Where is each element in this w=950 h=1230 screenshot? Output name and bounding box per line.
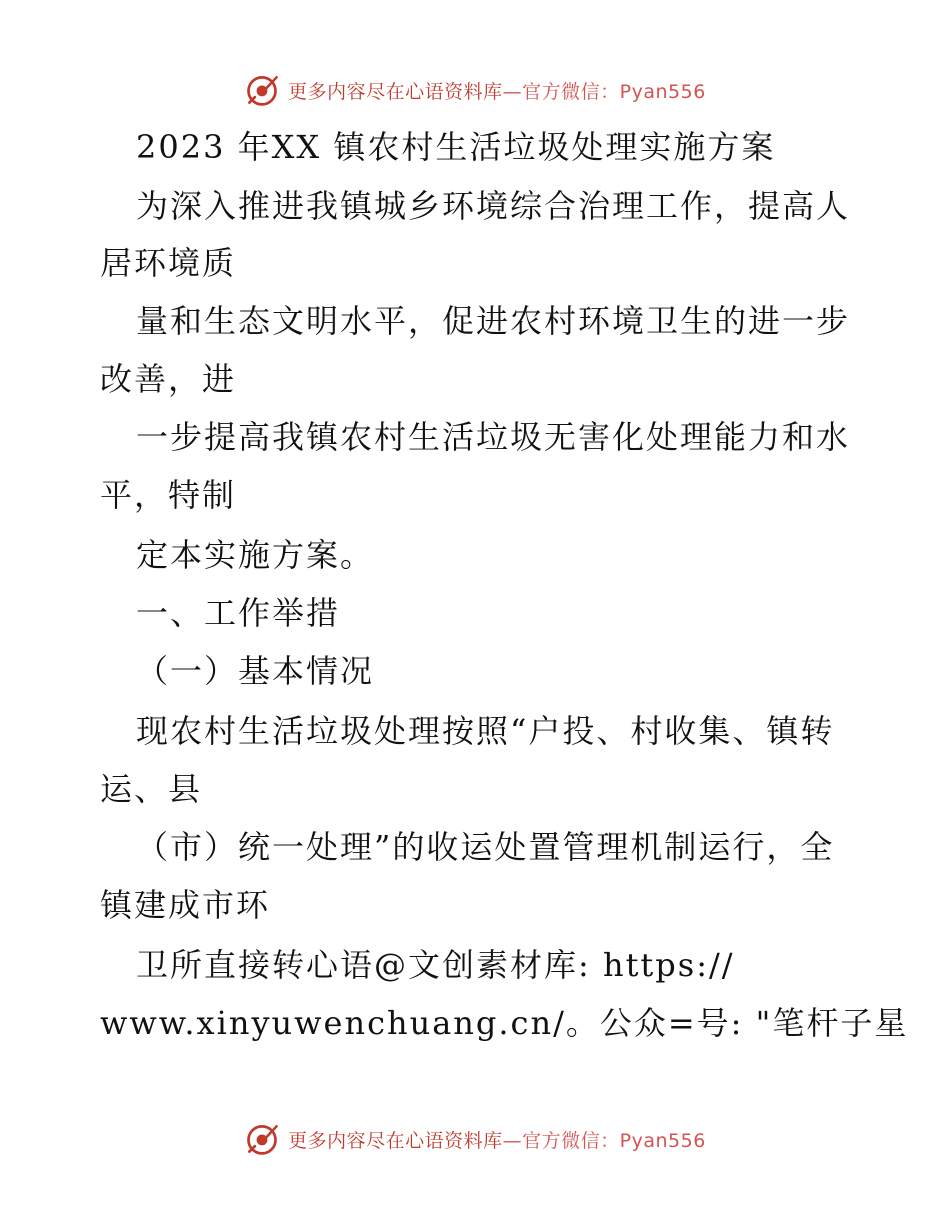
- document-title: 2023 年XX 镇农村生活垃圾处理实施方案: [136, 128, 776, 166]
- paragraph-line: 改善，进: [100, 360, 237, 398]
- quill-seal-icon: [244, 1121, 280, 1157]
- paragraph-line: 运、县: [100, 770, 203, 808]
- watermark-site-name: 更多内容尽在心语资料库: [288, 80, 503, 103]
- section-heading: 一、工作举措: [136, 594, 341, 632]
- paragraph-line: 镇建成市环: [100, 886, 271, 924]
- footer-watermark: [0, 1117, 950, 1161]
- paragraph-line: 现农村生活垃圾处理按照“户投、村收集、镇转: [136, 712, 835, 750]
- paragraph-line: 定本实施方案。: [136, 536, 375, 574]
- paragraph-line: www.xinyuwenchuang.cn/。公众=号: "笔杆子星: [100, 1004, 909, 1042]
- watermark-wechat: —官方微信：Pyan556: [502, 1129, 706, 1152]
- paragraph-line: 平，特制: [100, 476, 237, 514]
- paragraph-line: 卫所直接转心语@文创素材库: https://: [136, 946, 735, 984]
- watermark-text: [288, 77, 706, 104]
- paragraph-line: 一步提高我镇农村生活垃圾无害化处理能力和水: [136, 418, 851, 456]
- watermark-site-name: 更多内容尽在心语资料库: [288, 1129, 503, 1152]
- paragraph-line: 量和生态文明水平，促进农村环境卫生的进一步: [136, 302, 851, 340]
- header-watermark: [0, 68, 950, 112]
- paragraph-line: （市）统一处理”的收运处置管理机制运行，全: [136, 828, 835, 866]
- paragraph-line: 居环境质: [100, 244, 237, 282]
- paragraph-line: 为深入推进我镇城乡环境综合治理工作，提高人: [136, 187, 851, 225]
- subsection-heading: （一）基本情况: [136, 652, 375, 690]
- watermark-text: [288, 1126, 706, 1153]
- quill-seal-icon: [244, 72, 280, 108]
- watermark-wechat: —官方微信：Pyan556: [502, 80, 706, 103]
